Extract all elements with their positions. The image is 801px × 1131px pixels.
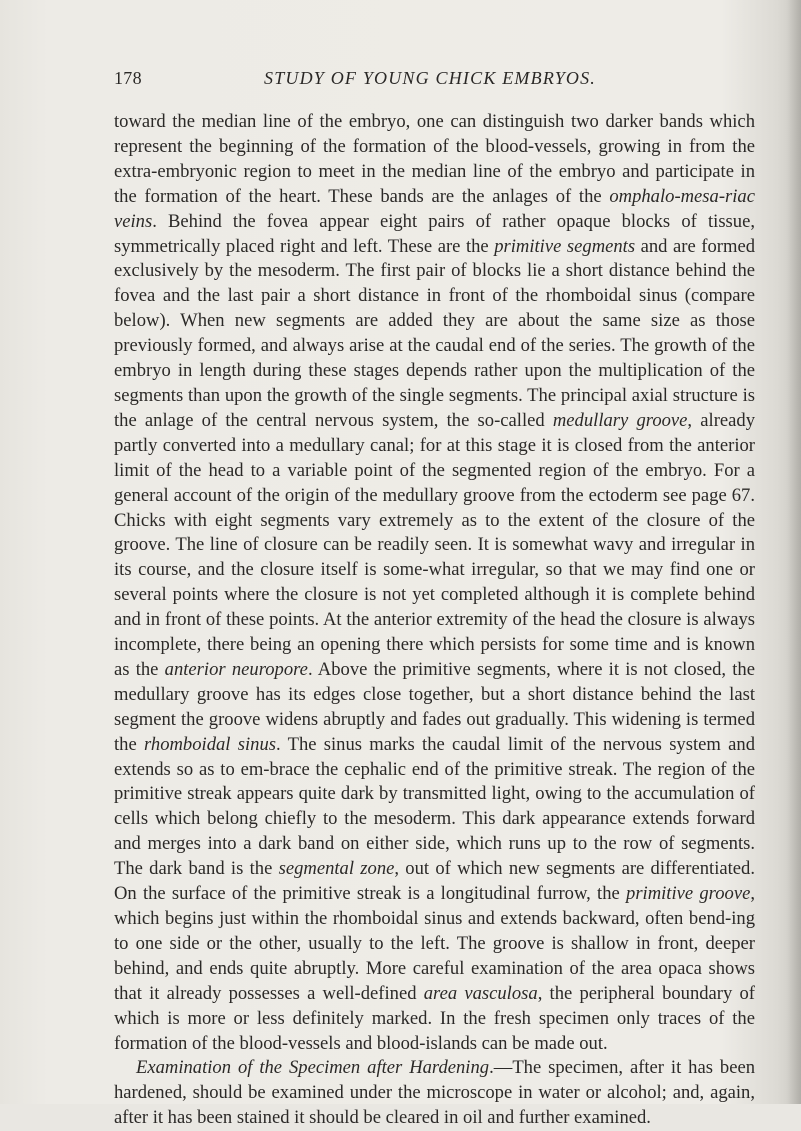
italic-term: omphalo-mesa-riac veins (114, 185, 755, 232)
text-run: . Behind the fovea appear eight pairs of rather opaque blocks of tissue, symmetrically placed right and left. These are the (114, 210, 755, 257)
italic-term: anterior neuropore (164, 658, 308, 680)
italic-term: segmental zone (278, 858, 395, 880)
italic-term: medullary groove (552, 409, 688, 431)
text-run: .—The specimen, after it has been hardened, should be examined under the microscope in water or alcohol; and, again, after it has been stained it should be cleared in oil and further examined. (114, 1057, 755, 1129)
italic-term: Examination of the Specimen after Hardening (136, 1057, 490, 1079)
text-run: . Above the primitive segments, where it is not closed, the medullary groove has its edges close together, but a short distance behind the last segment the groove widens abruptly and fades out gradually. This widening is termed the (114, 658, 755, 755)
text-run: , out of which new segments are differentiated. On the surface of the primitive streak is a longitudinal furrow, the (114, 858, 755, 905)
paragraph (114, 1056, 755, 1131)
paragraph (114, 110, 755, 1056)
italic-term: primitive segments (494, 235, 636, 257)
text-run: , which begins just within the rhomboidal sinus and extends backward, often bend-ing to one side or the other, usually to the left. The groove is shallow in front, deeper behind, and ends quite abruptly. More careful examination of the area opaca shows that it already possesses a well-defined (114, 883, 755, 1004)
text-run: , already partly converted into a medullary canal; for at this stage it is closed from the anterior limit of the head to a variable point of the segmented region of the embryo. For a general account of the origin of the medullary groove from the ectoderm see page 67. Chicks with eight segments vary extremely as to the extent of the closure of the groove. The line of closure can be readily seen. It is somewhat wavy and irregular in its course, and the closure itself is some-what irregular, so that we may find one or several points where the closure is not yet completed although it is complete behind and in front of these points. At the anterior extremity of the head the closure is always incomplete, there being an opening there which persists for some time and is known as the (114, 409, 755, 680)
text-run: , the peripheral boundary of which is more or less definitely marked. In the fresh specimen only traces of the formation of the blood-vessels and blood-islands can be made out. (114, 982, 756, 1054)
text-run: . The sinus marks the caudal limit of the nervous system and extends so as to em-brace the cephalic end of the primitive streak. The region of the primitive streak appears quite dark by transmitted light, owing to the accumulation of cells which belong chiefly to the mesoderm. This dark appearance extends forward and merges into a dark band on either side, which runs up to the row of segments. The dark band is the (114, 733, 755, 880)
italic-term: rhomboidal sinus (144, 733, 276, 755)
italic-term: primitive groove (626, 883, 751, 905)
body-text (114, 110, 755, 1131)
italic-term: area vasculosa (423, 982, 538, 1004)
text-run: toward the median line of the embryo, one can distinguish two darker bands which represent the beginning of the formation of the blood-vessels, growing in from the extra-embryonic region to meet in the median line of the embryo and participate in the formation of the heart. These bands are the anlages of the (114, 111, 755, 207)
page-number: 178 (114, 68, 142, 88)
running-title: STUDY OF YOUNG CHICK EMBRYOS. (264, 68, 597, 88)
text-run: and are formed exclusively by the mesoderm. The first pair of blocks lie a short distance behind the fovea and the last pair a short distance in front of the rhomboidal sinus (compare below). When new segments are added they are about the same size as those previously formed, and always arise at the caudal end of the series. The growth of the embryo in length during these stages depends rather upon the multiplication of the segments than upon the growth of the single segments. The principal axial structure is the anlage of the central nervous system, the so-called (114, 235, 755, 431)
page-edge-shadow (787, 0, 801, 1104)
page-header (114, 68, 754, 92)
